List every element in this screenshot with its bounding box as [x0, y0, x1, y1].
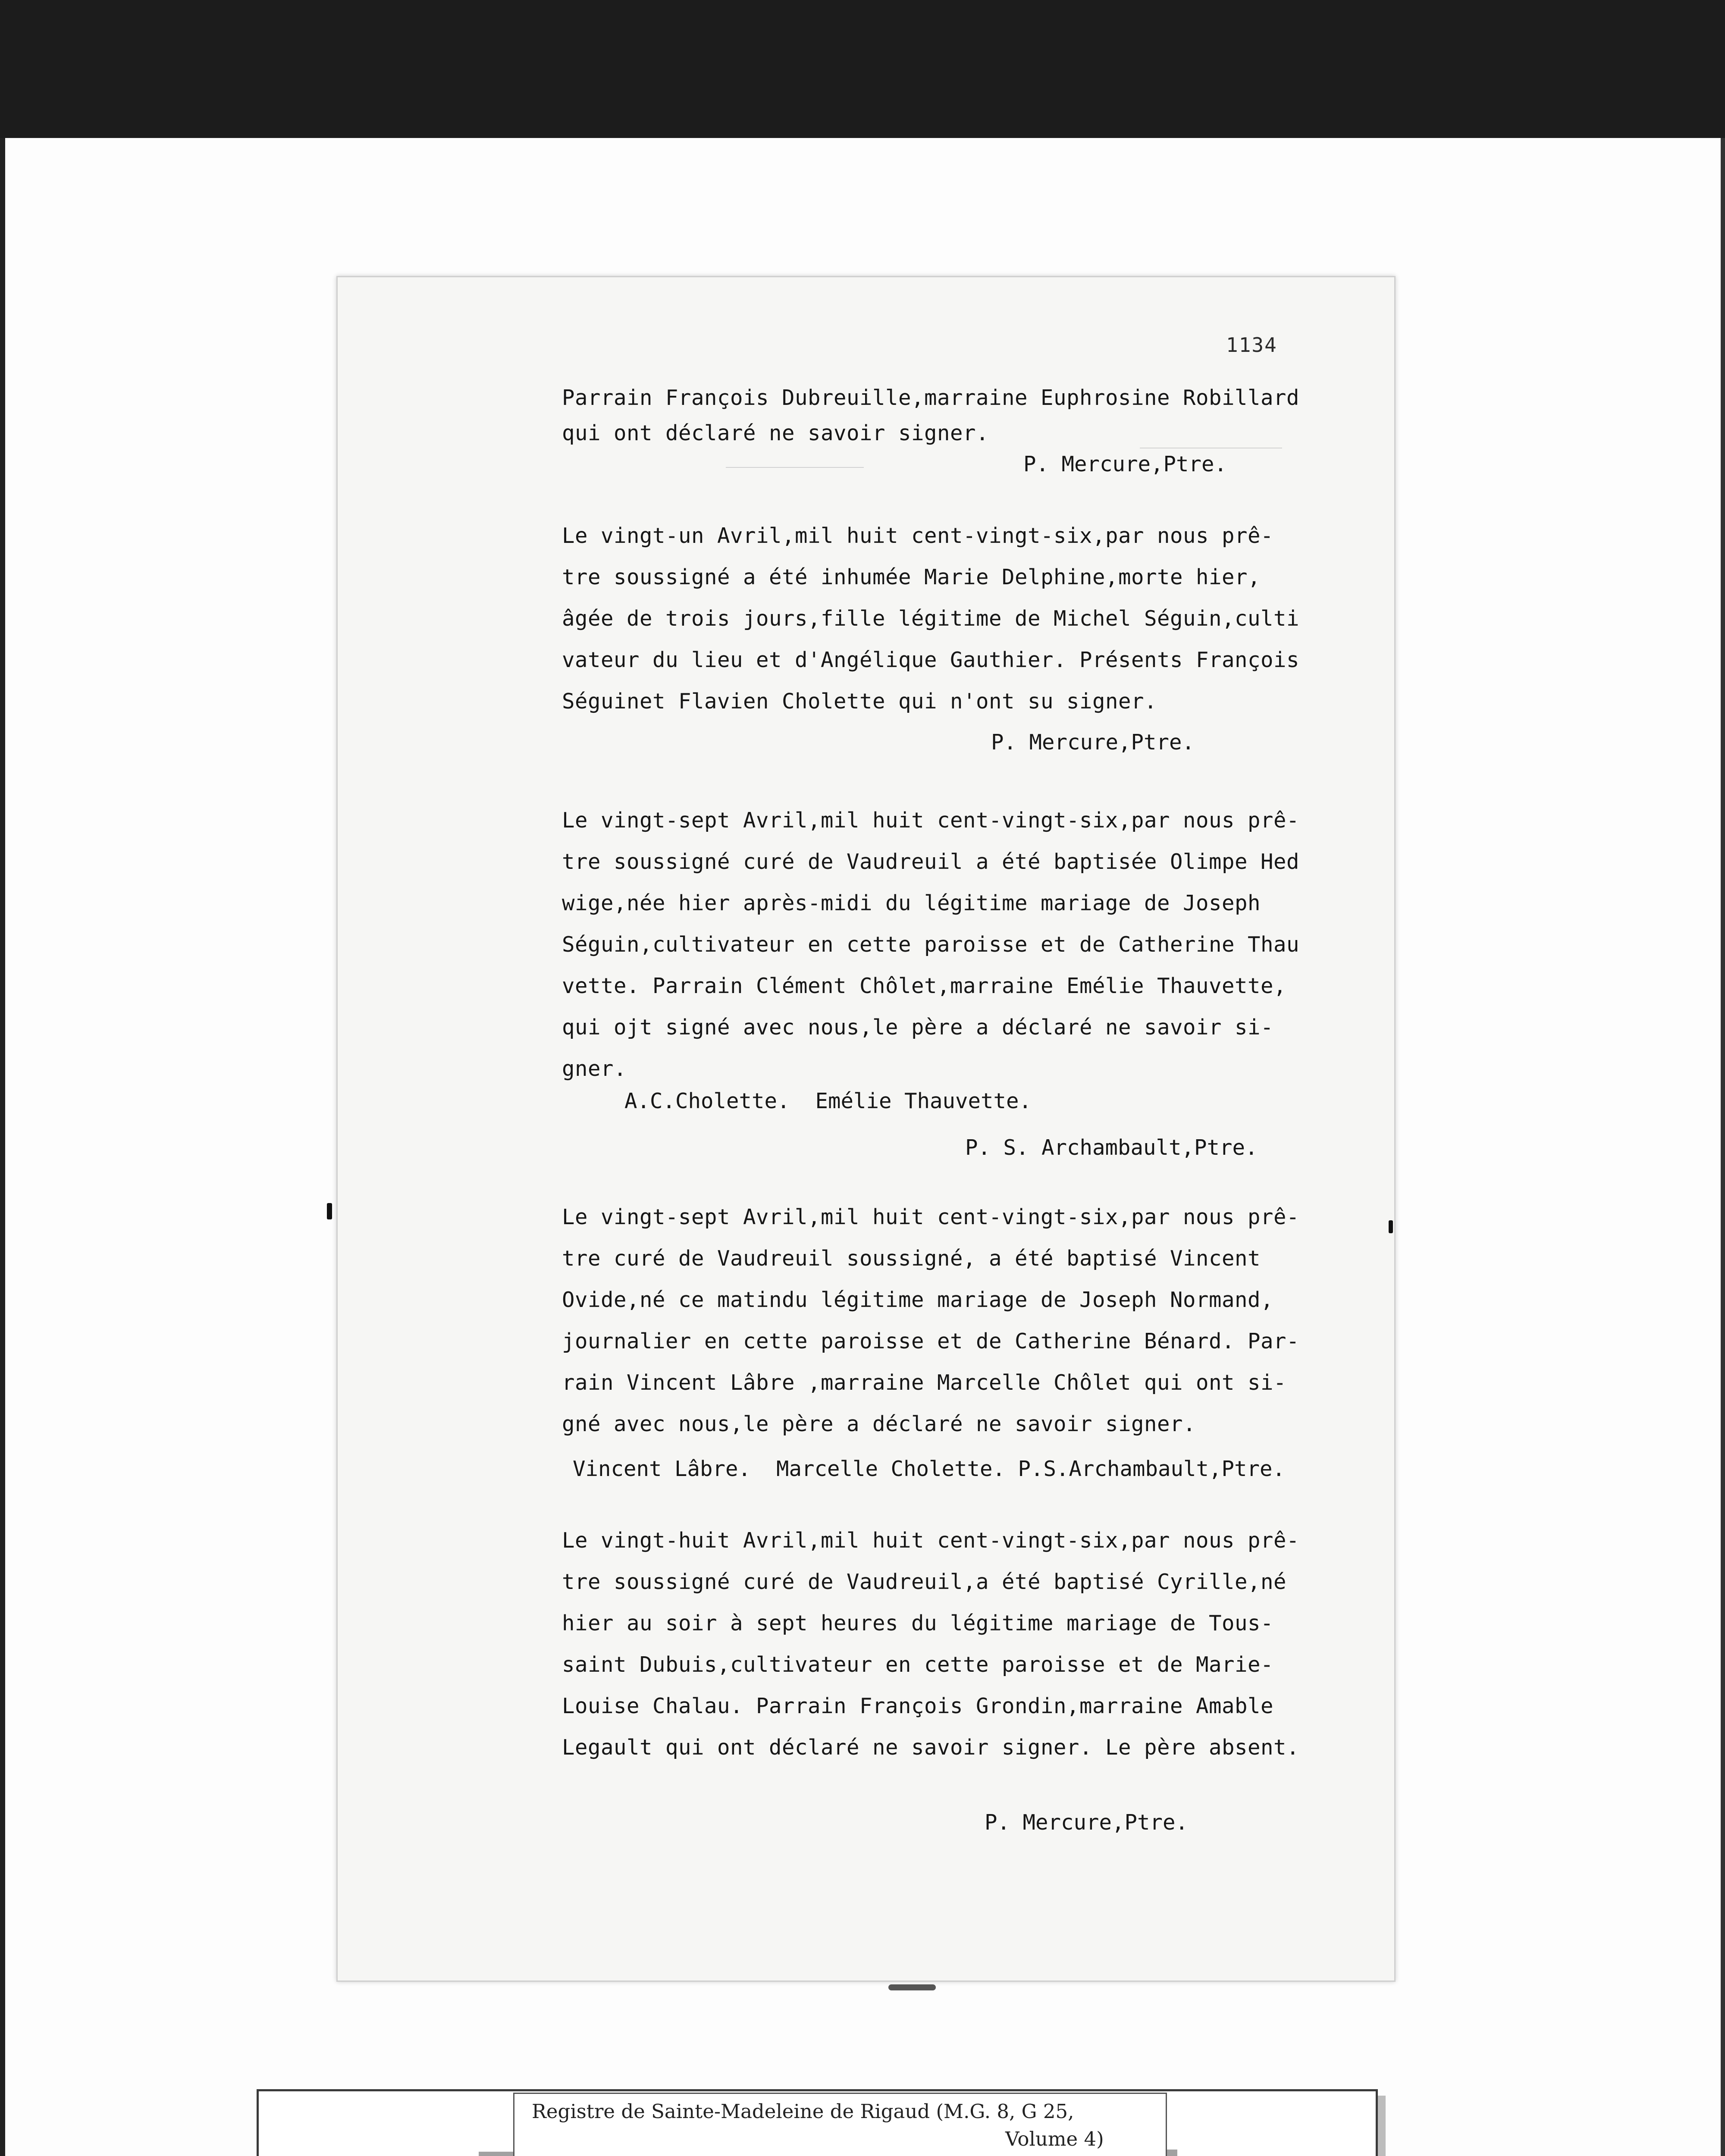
entry-2-signature: P. Mercure,Ptre.	[991, 730, 1195, 755]
entry-3-priest-signature: P. S. Archambault,Ptre.	[965, 1135, 1258, 1160]
entry-1-line-1: Parrain François Dubreuille,marraine Euphrosine Robillard	[562, 385, 1300, 410]
entry-3-witness-signatures: A.C.Cholette. Emélie Thauvette.	[624, 1089, 1032, 1113]
film-left-edge	[0, 138, 5, 2156]
entry-5-line-4: saint Dubuis,cultivateur en cette paroisse et de Marie-	[562, 1652, 1274, 1677]
entry-1-signature: P. Mercure,Ptre.	[1023, 452, 1227, 476]
entry-4-signatures: Vincent Lâbre. Marcelle Cholette. P.S.Archambault,Ptre.	[573, 1457, 1286, 1481]
entry-5-line-2: tre soussigné curé de Vaudreuil,a été baptisé Cyrille,né	[562, 1570, 1287, 1594]
film-right-edge	[1721, 138, 1725, 2156]
entry-3-line-3: wige,née hier après-midi du légitime mariage de Joseph	[562, 891, 1261, 915]
entry-3-line-5: vette. Parrain Clément Chôlet,marraine Emélie Thauvette,	[562, 974, 1287, 998]
entry-4-line-4: journalier en cette paroisse et de Catherine Bénard. Par-	[562, 1329, 1300, 1354]
binding-mark	[327, 1203, 332, 1219]
entry-4-line-3: Ovide,né ce matindu légitime mariage de Joseph Normand,	[562, 1288, 1274, 1312]
entry-3-line-4: Séguin,cultivateur en cette paroisse et de Catherine Thau	[562, 932, 1300, 957]
register-label-line-1: Registre de Sainte-Madeleine de Rigaud (M.G. 8, G 25,	[532, 2100, 1074, 2123]
entry-1-line-2: qui ont déclaré ne savoir signer.	[562, 421, 989, 445]
entry-4-line-6: gné avec nous,le père a déclaré ne savoir signer.	[562, 1412, 1196, 1436]
binding-mark	[1389, 1220, 1393, 1233]
entry-2-line-1: Le vingt-un Avril,mil huit cent-vingt-six,par nous prê-	[562, 523, 1274, 548]
entry-4-line-5: rain Vincent Lâbre ,marraine Marcelle Chôlet qui ont si-	[562, 1370, 1287, 1395]
entry-5-line-3: hier au soir à sept heures du légitime mariage de Tous-	[562, 1611, 1274, 1636]
entry-3-line-1: Le vingt-sept Avril,mil huit cent-vingt-six,par nous prê-	[562, 808, 1300, 833]
entry-5-line-6: Legault qui ont déclaré ne savoir signer. Le père absent.	[562, 1735, 1300, 1760]
entry-3-line-7: gner.	[562, 1056, 627, 1081]
entry-2-line-2: tre soussigné a été inhumée Marie Delphine,morte hier,	[562, 565, 1261, 589]
entry-2-line-5: Séguinet Flavien Cholette qui n'ont su signer.	[562, 689, 1157, 714]
page-edge-mark	[888, 1984, 936, 1990]
entry-2-line-4: vateur du lieu et d'Angélique Gauthier. Présents François	[562, 648, 1300, 672]
entry-4-line-2: tre curé de Vaudreuil soussigné, a été baptisé Vincent	[562, 1246, 1261, 1271]
page-number: 1134	[1226, 333, 1277, 357]
register-page	[336, 276, 1396, 1982]
entry-4-line-1: Le vingt-sept Avril,mil huit cent-vingt-six,par nous prê-	[562, 1205, 1300, 1229]
entry-3-line-6: qui ojt signé avec nous,le père a déclaré ne savoir si-	[562, 1015, 1274, 1040]
faint-rule	[726, 467, 864, 468]
entry-5-line-1: Le vingt-huit Avril,mil huit cent-vingt-six,par nous prê-	[562, 1528, 1300, 1553]
register-label-line-2: Volume 4)	[1005, 2128, 1104, 2150]
entry-5-line-5: Louise Chalau. Parrain François Grondin,marraine Amable	[562, 1694, 1274, 1718]
entry-5-signature: P. Mercure,Ptre.	[985, 1810, 1189, 1835]
entry-2-line-3: âgée de trois jours,fille légitime de Michel Séguin,culti	[562, 606, 1300, 631]
register-label	[513, 2093, 1167, 2156]
entry-3-line-2: tre soussigné curé de Vaudreuil a été baptisée Olimpe Hed	[562, 849, 1300, 874]
film-top-band	[0, 0, 1725, 138]
